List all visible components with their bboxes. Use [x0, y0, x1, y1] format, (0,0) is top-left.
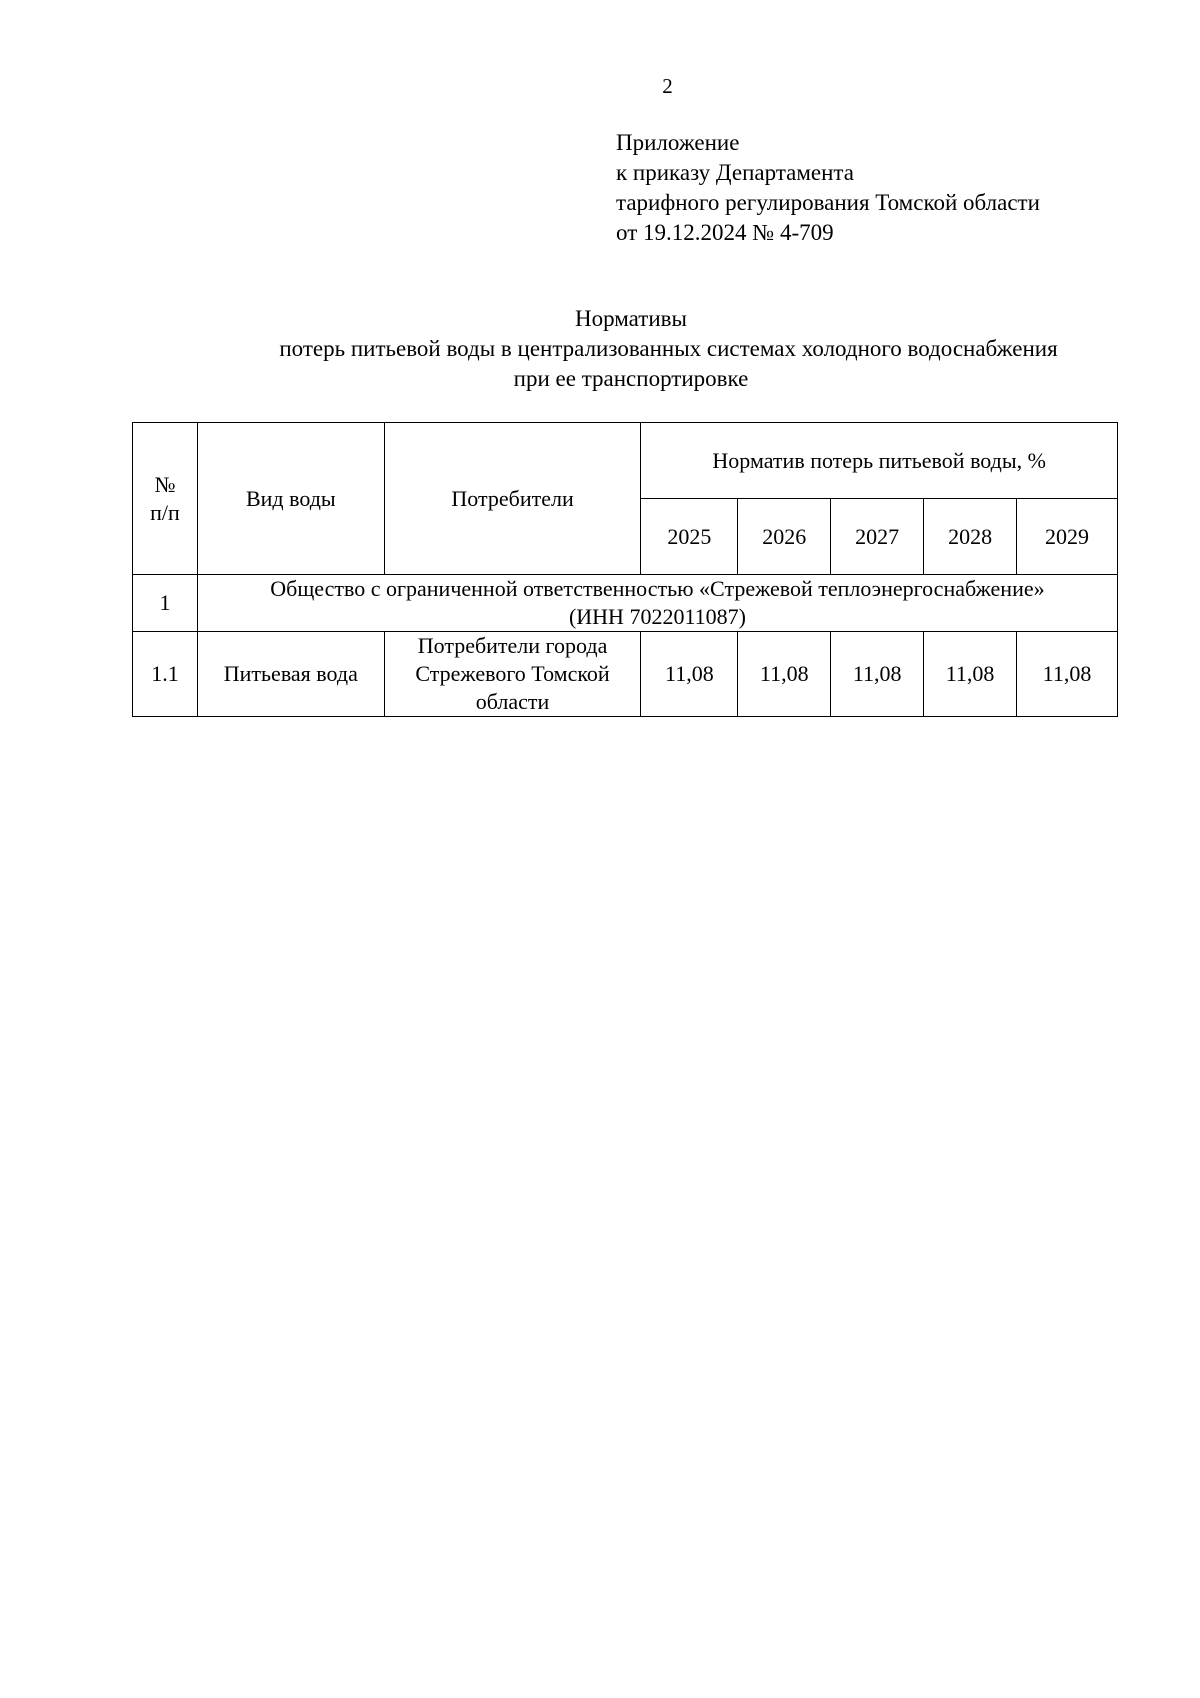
norms-table — [132, 422, 1118, 717]
value-cell: 11,08 — [1017, 632, 1118, 717]
organization-name: Общество с ограниченной ответственностью «Стрежевой теплоэнергоснабжение» — [270, 576, 1045, 601]
consumers-line: области — [475, 689, 550, 714]
consumers-line: Потребители города — [417, 633, 608, 658]
value-cell: 11,08 — [738, 632, 831, 717]
header-number-symbol: № — [154, 471, 176, 497]
header-norm: Норматив потерь питьевой воды, % — [641, 423, 1118, 499]
header-number-abbr: п/п — [150, 499, 180, 525]
table-header-row — [133, 423, 1118, 499]
title-line: Нормативы — [575, 306, 687, 331]
page-number: 2 — [662, 74, 673, 98]
annex-line: к приказу Департамента — [616, 160, 854, 185]
header-water-type: Вид воды — [197, 423, 384, 575]
annex-line: Приложение — [616, 130, 740, 155]
document-title — [0, 304, 1200, 394]
organization-inn: (ИНН 7022011087) — [568, 604, 746, 629]
organization-cell — [197, 575, 1117, 632]
header-number-cell — [133, 423, 198, 575]
table-row — [133, 632, 1118, 717]
header-year: 2029 — [1017, 499, 1118, 575]
consumers-cell — [384, 632, 641, 717]
value-cell: 11,08 — [641, 632, 738, 717]
value-cell: 11,08 — [831, 632, 924, 717]
consumers-line: Стрежевого Томской — [415, 661, 610, 686]
row-number: 1 — [133, 575, 198, 632]
header-year: 2027 — [831, 499, 924, 575]
title-line: при ее транспортировке — [513, 366, 749, 391]
annex-block — [616, 128, 1040, 248]
table-row — [133, 575, 1118, 632]
header-year: 2025 — [641, 499, 738, 575]
header-consumers: Потребители — [384, 423, 641, 575]
value-cell: 11,08 — [924, 632, 1017, 717]
title-line: потерь питьевой воды в централизованных системах холодного водоснабжения — [279, 336, 1058, 361]
annex-line: от 19.12.2024 № 4-709 — [616, 220, 834, 245]
header-year: 2026 — [738, 499, 831, 575]
water-type-cell: Питьевая вода — [197, 632, 384, 717]
annex-line: тарифного регулирования Томской области — [616, 190, 1040, 215]
header-year: 2028 — [924, 499, 1017, 575]
row-number: 1.1 — [133, 632, 198, 717]
